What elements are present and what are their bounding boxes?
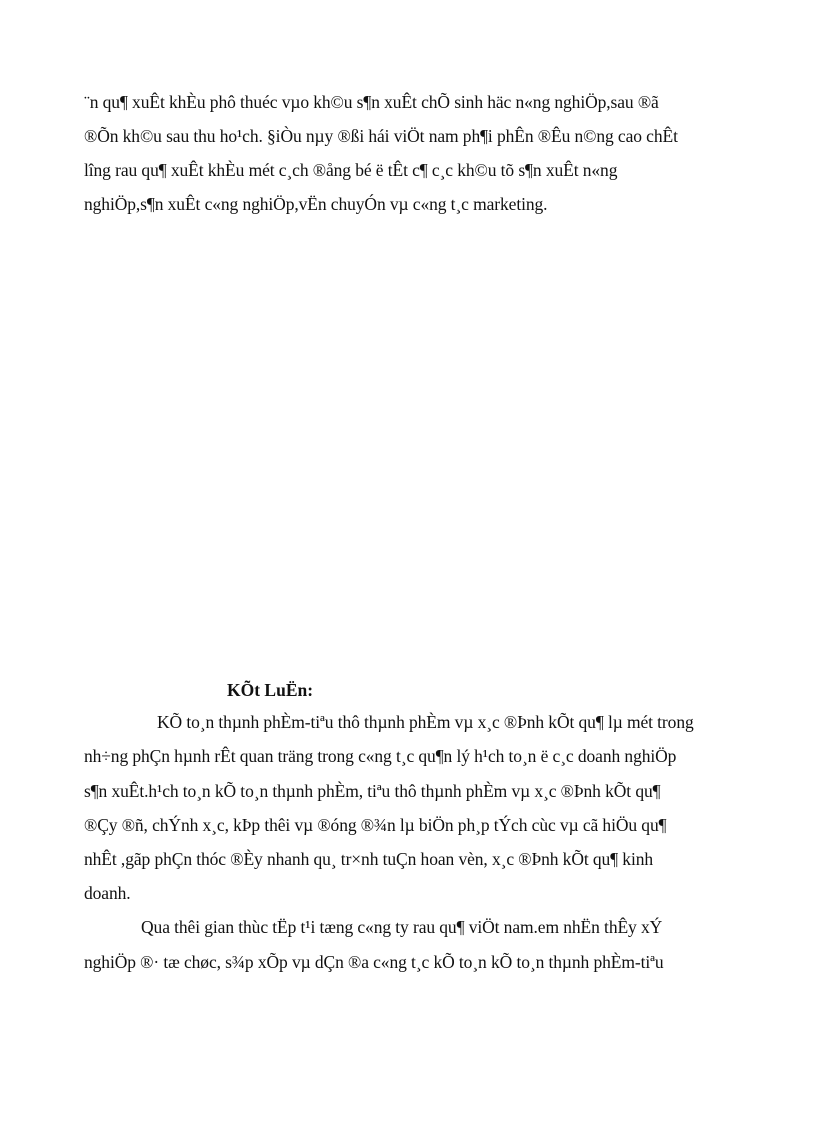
paragraph-line: nh÷ng phÇn hµnh rÊt quan träng trong c«ng t¸c qu¶n lý h¹ch to¸n ë c¸c doanh nghiÖp — [84, 746, 677, 766]
paragraph-line: doanh. — [84, 883, 131, 903]
paragraph-line: nghiÖp ®· tæ chøc, s¾p xÕp vµ dÇn ®a c«ng t¸c kÕ to¸n kÕ to¸n thµnh phÈm-tiªu — [84, 952, 664, 972]
conclusion-heading: KÕt LuËn: — [227, 680, 314, 700]
paragraph-line: lîng rau qu¶ xuÊt khÈu mét c¸ch ®ång bé ë tÊt c¶ c¸c kh©u tõ s¶n xuÊt n«ng — [84, 160, 618, 180]
paragraph-line: KÕ to¸n thµnh phÈm-tiªu thô thµnh phÈm vµ x¸c ®Þnh kÕt qu¶ lµ mét trong — [157, 712, 694, 732]
paragraph-line: nghiÖp,s¶n xuÊt c«ng nghiÖp,vËn chuyÓn vµ c«ng t¸c marketing. — [84, 194, 548, 214]
paragraph-line: Qua thêi gian thùc tËp t¹i tæng c«ng ty rau qu¶ viÖt nam.em nhËn thÊy xÝ — [141, 917, 663, 937]
paragraph-line: nhÊt ,gãp phÇn thóc ®Èy nhanh qu¸ tr×nh tuÇn hoan vèn, x¸c ®Þnh kÕt qu¶ kinh — [84, 849, 654, 869]
paragraph-line: s¶n xuÊt.h¹ch to¸n kÕ to¸n thµnh phÈm, tiªu thô thµnh phÈm vµ x¸c ®Þnh kÕt qu¶ — [84, 781, 661, 801]
paragraph-line: ¨n qu¶ xuÊt khÈu phô thuéc vµo kh©u s¶n xuÊt chÕ sinh häc n«ng nghiÖp,sau ®ã — [84, 92, 659, 112]
paragraph-line: ®Çy ®ñ, chÝnh x¸c, kÞp thêi vµ ®óng ®¾n lµ biÖn ph¸p tÝch cùc vµ cã hiÖu qu¶ — [84, 815, 667, 835]
paragraph-line: ®Õn kh©u sau thu ho¹ch. §iÒu nµy ®ßi hái viÖt nam ph¶i phÊn ®Êu n©ng cao chÊt — [84, 126, 678, 146]
